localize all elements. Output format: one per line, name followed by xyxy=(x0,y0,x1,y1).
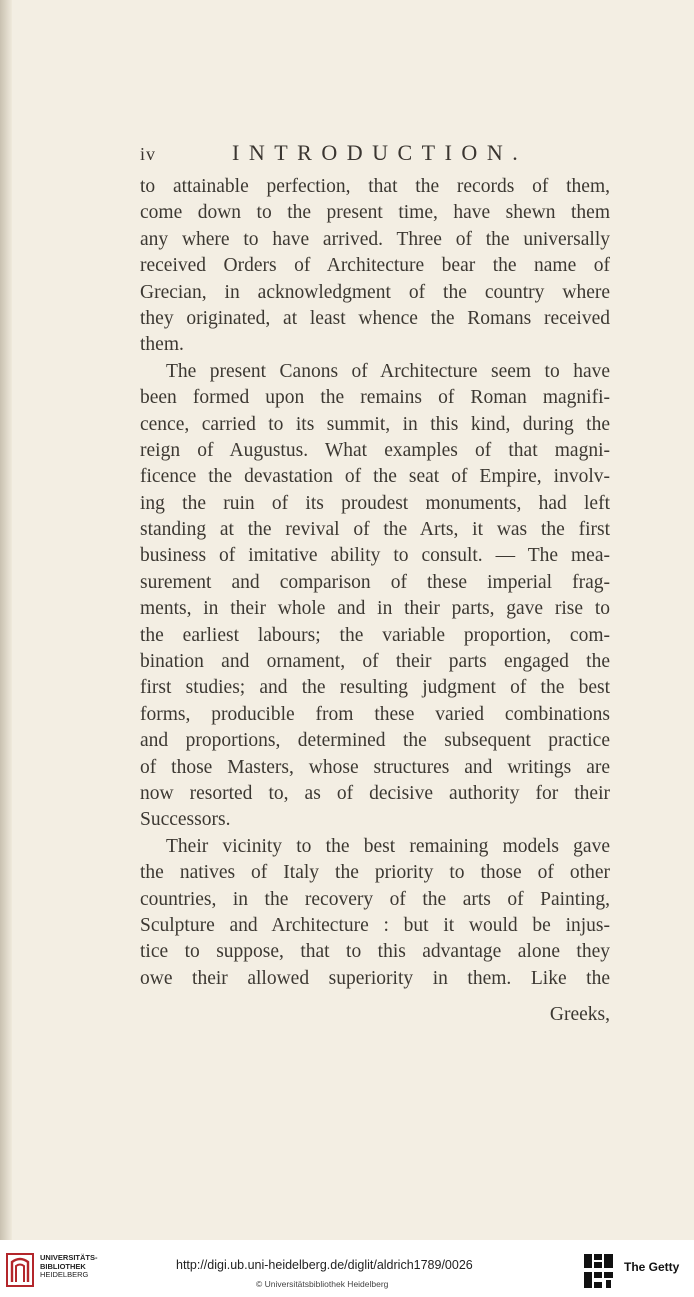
text-line: Successors. xyxy=(140,809,231,831)
catchword: Greeks, xyxy=(549,1004,610,1025)
permalink-url[interactable]: http://digi.ub.uni-heidelberg.de/diglit/aldrich1789/0026 xyxy=(176,1258,473,1272)
viewer-footer xyxy=(0,1240,694,1297)
text-line: and proportions, determined the subsequent practice xyxy=(140,730,610,752)
text-line: ficence the devastation of the seat of Empire, involv- xyxy=(140,466,610,488)
institution-name: UNIVERSITÄTS- BIBLIOTHEK HEIDELBERG xyxy=(40,1253,98,1279)
university-library-logo-icon xyxy=(6,1252,34,1288)
text-line: The present Canons of Architecture seem to have xyxy=(166,360,610,382)
text-line: of those Masters, whose structures and writings are xyxy=(140,756,610,778)
getty-logo-icon xyxy=(582,1252,616,1290)
text-line: standing at the revival of the Arts, it was the first xyxy=(140,519,610,541)
text-line: first studies; and the resulting judgment of the best xyxy=(140,677,610,699)
text-line: the natives of Italy the priority to those of other xyxy=(140,862,610,884)
text-line: Sculpture and Architecture : but it would be injus- xyxy=(140,914,610,936)
text-line: they originated, at least whence the Romans received xyxy=(140,307,610,329)
text-line: ments, in their whole and in their parts, gave rise to xyxy=(140,598,610,620)
text-line: come down to the present time, have shewn them xyxy=(140,202,610,224)
running-title: INTRODUCTION. xyxy=(232,140,528,165)
page-number: iv xyxy=(140,144,157,164)
text-line: been formed upon the remains of Roman magnifi- xyxy=(140,387,610,409)
body-text xyxy=(140,174,610,992)
text-line: business of imitative ability to consult. — The mea- xyxy=(140,545,610,567)
text-line: forms, producible from these varied combinations xyxy=(140,703,610,725)
text-line: to attainable perfection, that the records of them, xyxy=(140,176,610,197)
text-line: tice to suppose, that to this advantage alone they xyxy=(140,941,610,963)
text-line: bination and ornament, of their parts engaged the xyxy=(140,651,610,673)
partner-name: The Getty xyxy=(624,1260,680,1274)
text-line: Their vicinity to the best remaining models gave xyxy=(166,835,610,857)
text-line: the earliest labours; the variable proportion, com- xyxy=(140,624,610,646)
page-header xyxy=(140,140,610,172)
text-line: ing the ruin of its proudest monuments, had left xyxy=(140,492,610,514)
text-line: now resorted to, as of decisive authority for their xyxy=(140,782,610,804)
text-line: reign of Augustus. What examples of that magni- xyxy=(140,439,610,461)
text-line: cence, carried to its summit, in this kind, during the xyxy=(140,413,610,435)
text-line: owe their allowed superiority in them. Like the xyxy=(140,967,610,989)
copyright-notice: © Universitätsbibliothek Heidelberg xyxy=(256,1279,389,1289)
page-gutter-shadow xyxy=(0,0,12,1240)
text-line: received Orders of Architecture bear the name of xyxy=(140,255,610,277)
text-line: Grecian, in acknowledgment of the country where xyxy=(140,281,610,303)
text-line: them. xyxy=(140,334,184,356)
text-line: countries, in the recovery of the arts of Painting, xyxy=(140,888,610,910)
text-line: surement and comparison of these imperial frag- xyxy=(140,571,610,593)
text-line: any where to have arrived. Three of the universally xyxy=(140,228,610,250)
